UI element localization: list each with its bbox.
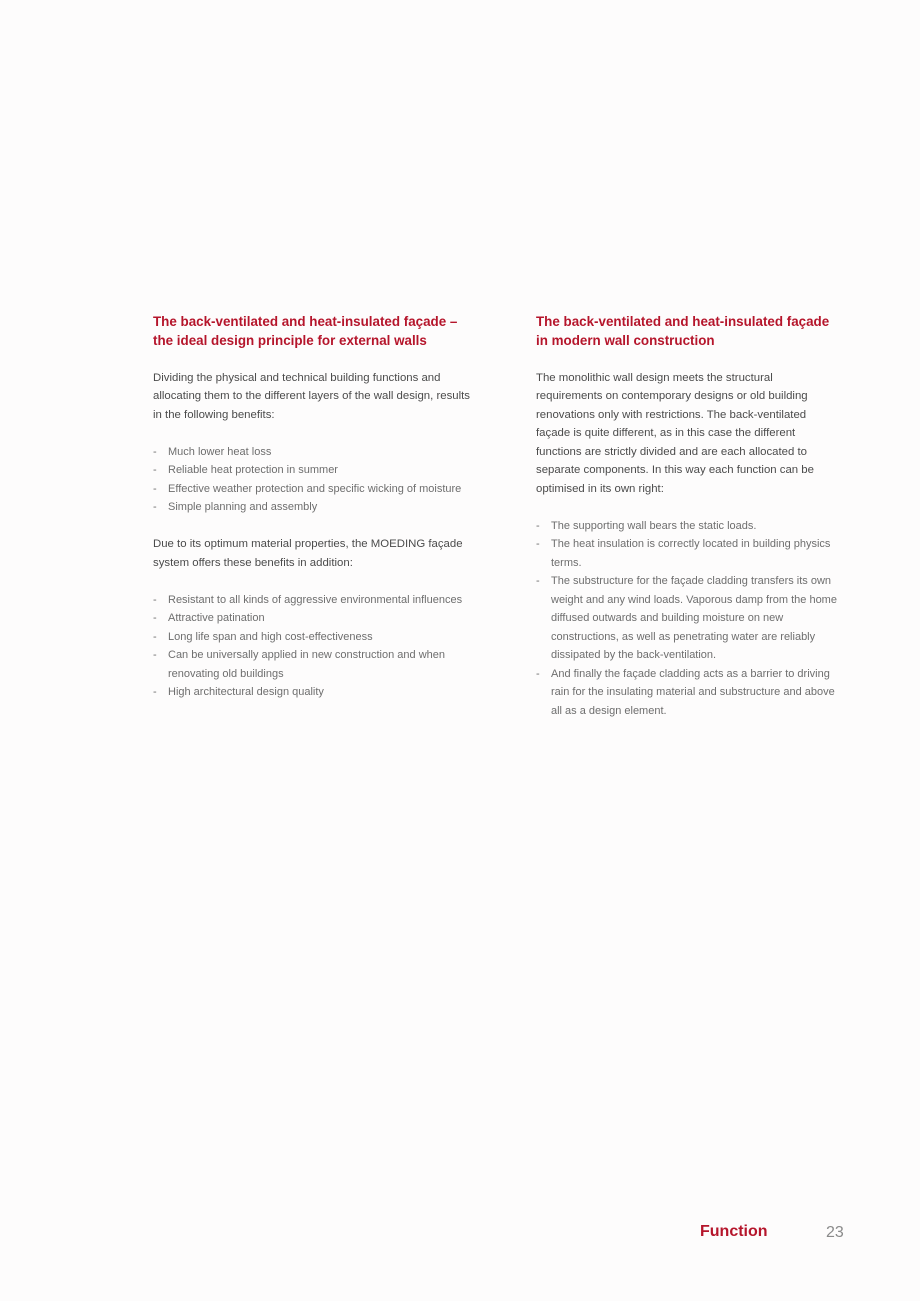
- left-column: [153, 313, 473, 702]
- list-item: - The supporting wall bears the static loads.: [536, 517, 841, 536]
- page-number: 23: [826, 1224, 844, 1241]
- list-item: - And finally the façade cladding acts as a barrier to driving rain for the insulating material and substructure and above all as a design element.: [536, 665, 841, 721]
- list-item: - The substructure for the façade cladding transfers its own weight and any wind loads. Vaporous damp from the home diffused outwards and building moisture on new constructions, as well as penetrating water are reliably dissipated by the back-ventilation.: [536, 572, 841, 665]
- left-intro: Dividing the physical and technical building functions and allocating them to the different layers of the wall design, results in the following benefits:: [153, 371, 471, 421]
- list-item: - The heat insulation is correctly located in building physics terms.: [536, 535, 841, 572]
- list-item: - Much lower heat loss: [153, 443, 473, 462]
- list-item: - Attractive patination: [153, 609, 473, 628]
- left-intro-2: Due to its optimum material properties, the MOEDING façade system offers these benefits in addition:: [153, 538, 463, 569]
- additional-benefits-list: [153, 591, 473, 702]
- list-item: - Can be universally applied in new construction and when renovating old buildings: [153, 646, 473, 683]
- list-item: - Reliable heat protection in summer: [153, 461, 473, 480]
- left-heading: The back-ventilated and heat-insulated façade – the ideal design principle for external walls: [153, 314, 458, 348]
- list-item: - Effective weather protection and specific wicking of moisture: [153, 480, 473, 499]
- list-item: - Resistant to all kinds of aggressive environmental influences: [153, 591, 473, 610]
- right-intro: The monolithic wall design meets the structural requirements on contemporary designs or old building renovations only with restrictions. The back-ventilated façade is quite different, as in this case the different functions are strictly divided and are each allocated to separate components. In this way each function can be optimised in its own right:: [536, 371, 814, 495]
- list-item: - High architectural design quality: [153, 683, 473, 702]
- list-item: - Long life span and high cost-effectiveness: [153, 628, 473, 647]
- function-points-list: [536, 517, 841, 721]
- benefits-list: [153, 443, 473, 517]
- list-item: - Simple planning and assembly: [153, 498, 473, 517]
- right-column: [536, 313, 841, 720]
- right-heading: The back-ventilated and heat-insulated façade in modern wall construction: [536, 314, 830, 348]
- section-title: Function: [700, 1223, 768, 1240]
